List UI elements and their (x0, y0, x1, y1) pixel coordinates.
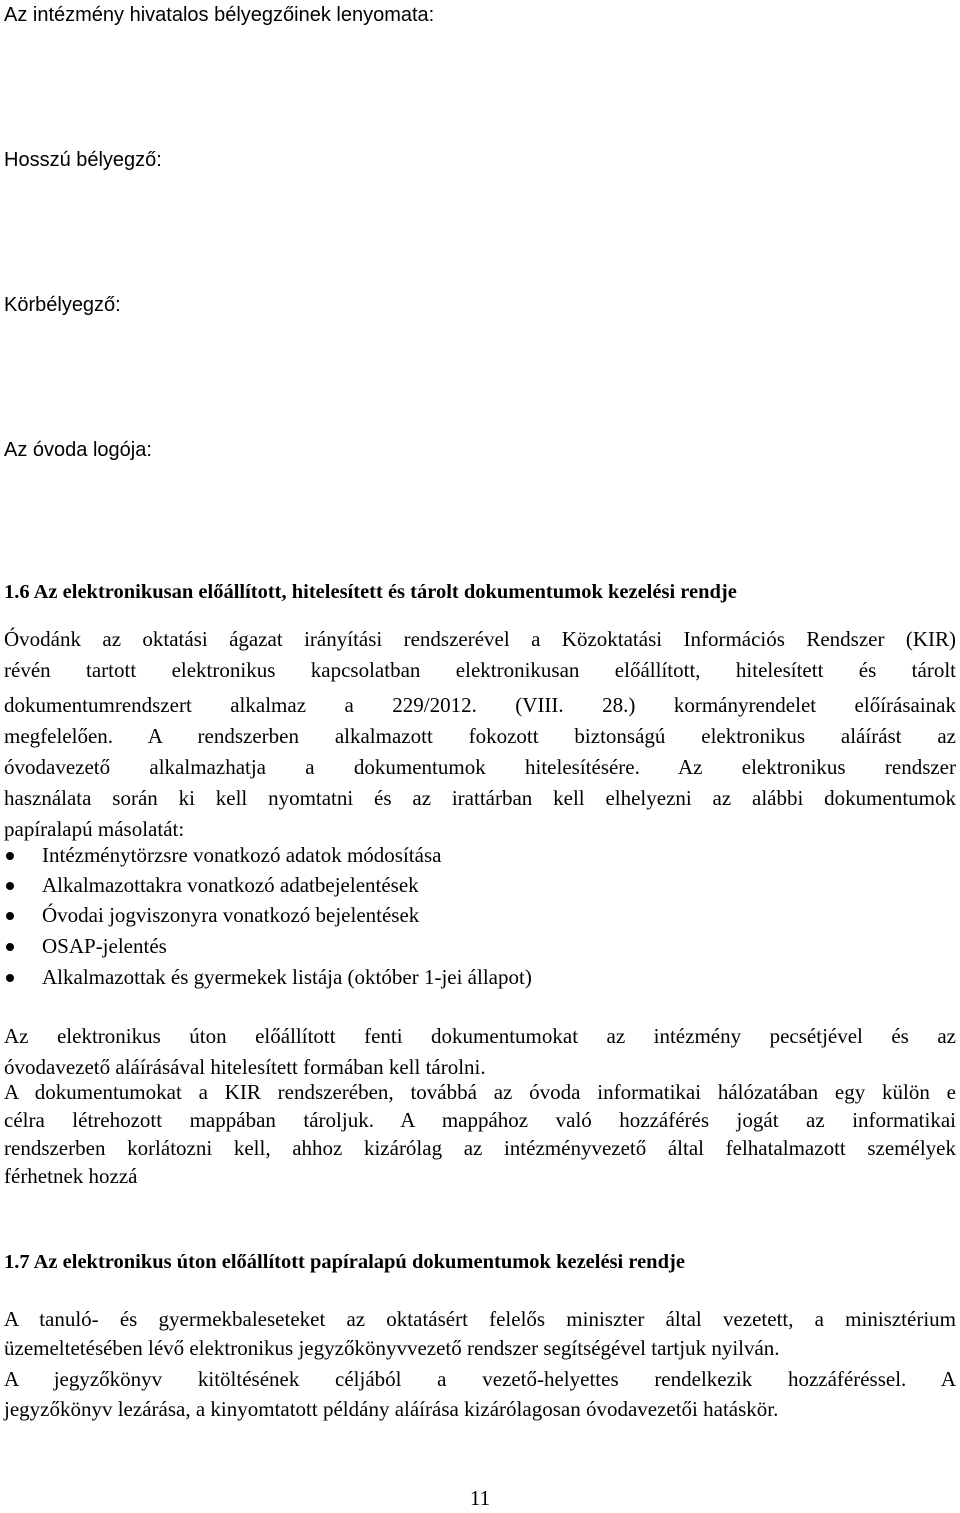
bullet-icon (6, 852, 14, 860)
section-1-6-closing-line: rendszerben korlátozni kell, ahhoz kizárólag az intézményvezető által felhatalmazott személyek (4, 1136, 956, 1160)
bullet-icon (6, 974, 14, 982)
section-1-7-paragraph-line: üzemeltetésében lévő elektronikus jegyzőkönyvvezető rendszer segítségével tartjuk nyilván. (4, 1336, 780, 1360)
bullet-icon (6, 912, 14, 920)
list-item-text: Alkalmazottakra vonatkozó adatbejelentések (42, 873, 419, 897)
section-1-6-paragraph-line: megfelelően. A rendszerben alkalmazott fokozott biztonságú elektronikus aláírást az (4, 724, 956, 748)
section-1-6-paragraph-line: óvodavezető alkalmazhatja a dokumentumok hitelesítésére. Az elektronikus rendszer (4, 755, 956, 779)
list-item-text: Intézménytörzsre vonatkozó adatok módosítása (42, 843, 442, 867)
long-stamp-label: Hosszú bélyegző: (4, 149, 162, 171)
section-1-7-paragraph-line: jegyzőkönyv lezárása, a kinyomtatott példány aláírása kizárólagosan óvodavezetői hatáskör. (4, 1397, 779, 1421)
stamp-intro-text: Az intézmény hivatalos bélyegzőinek lenyomata: (4, 4, 435, 26)
section-1-6-closing-line: Az elektronikus úton előállított fenti dokumentumokat az intézmény pecsétjével és az (4, 1024, 956, 1048)
section-1-6-closing-line: A dokumentumokat a KIR rendszerében, továbbá az óvoda informatikai hálózatában egy külön e (4, 1080, 956, 1104)
bullet-icon (6, 882, 14, 890)
page-number: 11 (469, 1486, 491, 1510)
bullet-icon (6, 943, 14, 951)
section-1-7-paragraph-line: A jegyzőkönyv kitöltésének céljából a vezető-helyettes rendelkezik hozzáféréssel. A (4, 1367, 956, 1391)
section-1-6-paragraph-line: dokumentumrendszert alkalmaz a 229/2012. (VIII. 28.) kormányrendelet előírásainak (4, 693, 956, 717)
list-item-text: Alkalmazottak és gyermekek listája (október 1-jei állapot) (42, 965, 532, 989)
section-1-6-paragraph-line: papíralapú másolatát: (4, 817, 185, 841)
section-1-6-paragraph-line: használata során ki kell nyomtatni és az irattárban kell elhelyezni az alábbi dokumentumok (4, 786, 956, 810)
section-1-7-heading: 1.7 Az elektronikus úton előállított papíralapú dokumentumok kezelési rendje (4, 1251, 685, 1273)
logo-label: Az óvoda logója: (4, 439, 152, 461)
section-1-6-paragraph-line: Óvodánk az oktatási ágazat irányítási rendszerével a Közoktatási Információs Rendszer (KIR) (4, 627, 956, 651)
section-1-6-heading: 1.6 Az elektronikusan előállított, hitelesített és tárolt dokumentumok kezelési rendje (4, 581, 737, 603)
section-1-6-closing-line: célra létrehozott mappában tároljuk. A mappához való hozzáférés jogát az informatikai (4, 1108, 956, 1132)
list-item-text: Óvodai jogviszonyra vonatkozó bejelentések (42, 903, 420, 927)
section-1-7-paragraph-line: A tanuló- és gyermekbaleseteket az oktatásért felelős miniszter által vezetett, a minisztérium (4, 1307, 956, 1331)
section-1-6-closing-line: férhetnek hozzá (4, 1164, 138, 1188)
list-item-text: OSAP-jelentés (42, 934, 167, 958)
round-stamp-label: Körbélyegző: (4, 294, 121, 316)
section-1-6-closing-line: óvodavezető aláírásával hitelesített formában kell tárolni. (4, 1055, 486, 1079)
section-1-6-paragraph-line: révén tartott elektronikus kapcsolatban elektronikusan előállított, hitelesített és tárolt (4, 658, 956, 682)
